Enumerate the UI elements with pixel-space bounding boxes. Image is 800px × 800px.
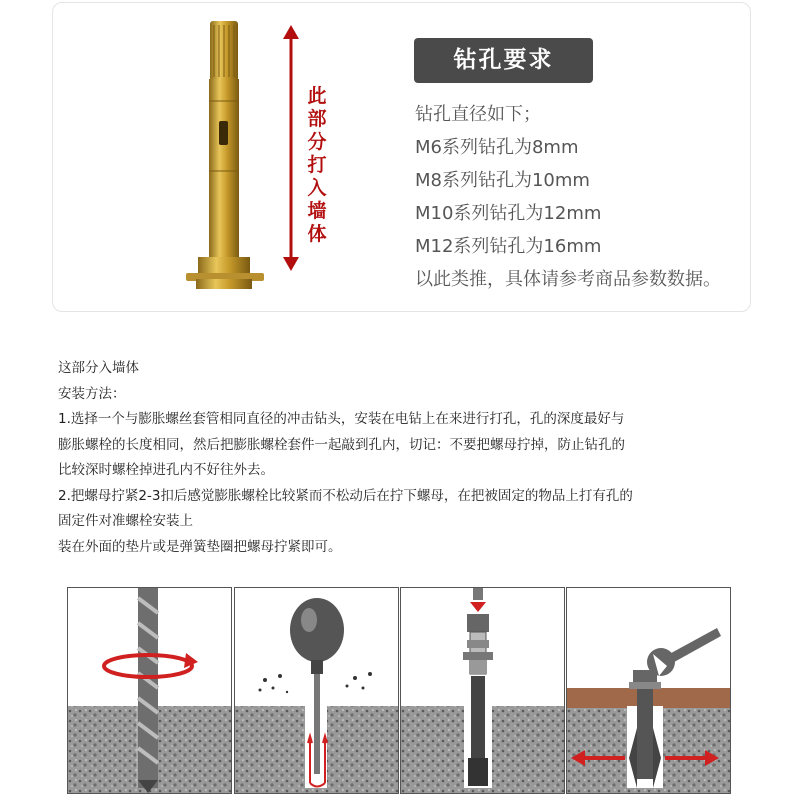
step-clean-panel (234, 587, 399, 794)
spec-line: M10系列钻孔为12mm (415, 203, 602, 224)
spec-line: M12系列钻孔为16mm (415, 236, 602, 257)
instruction-line: 这部分入墙体 (58, 360, 139, 376)
length-arrow-icon (280, 25, 302, 271)
drill-icon (68, 588, 231, 793)
installation-instructions (58, 356, 748, 560)
instruction-line: 比较深时螺栓掉进孔内不好往外去。 (58, 462, 274, 478)
blower-icon (235, 588, 398, 793)
drill-spec-list (415, 98, 785, 296)
step-tighten-panel (566, 587, 731, 794)
spec-line: M8系列钻孔为10mm (415, 170, 590, 191)
instruction-line: 2.把螺母拧紧2-3扣后感觉膨胀螺栓比较紧而不松动后在拧下螺母，在把被固定的物品上打有孔的 (58, 487, 633, 504)
instruction-line: 装在外面的垫片或是弹簧垫圈把螺母拧紧即可。 (58, 538, 342, 555)
wrench-icon (567, 588, 730, 793)
spec-line: 以此类推，具体请参考商品参数数据。 (415, 269, 721, 290)
spec-line: M6系列钻孔为8mm (415, 137, 579, 158)
drilling-heading: 钻孔要求 (414, 38, 593, 83)
instruction-line: 1.选择一个与膨胀螺丝套管相同直径的冲击钻头，安装在电钻上在来进行打孔，孔的深度最好与 (58, 411, 625, 427)
instruction-line: 固定件对准螺栓安装上 (58, 513, 193, 529)
step-drill-panel (67, 587, 232, 794)
step-insert-panel (400, 587, 565, 794)
drilling-requirements-card (52, 2, 751, 312)
spec-line: 钻孔直径如下； (415, 104, 541, 125)
expansion-bolt-icon (178, 21, 273, 299)
wall-insert-label: 此部分打入墙体 (307, 85, 327, 245)
instruction-line: 膨胀螺栓的长度相同，然后把膨胀螺栓套件一起敲到孔内，切记：不要把螺母拧掉，防止钻孔的 (58, 436, 625, 453)
instruction-line: 安装方法： (58, 385, 126, 402)
hammer-insert-icon (401, 588, 564, 793)
